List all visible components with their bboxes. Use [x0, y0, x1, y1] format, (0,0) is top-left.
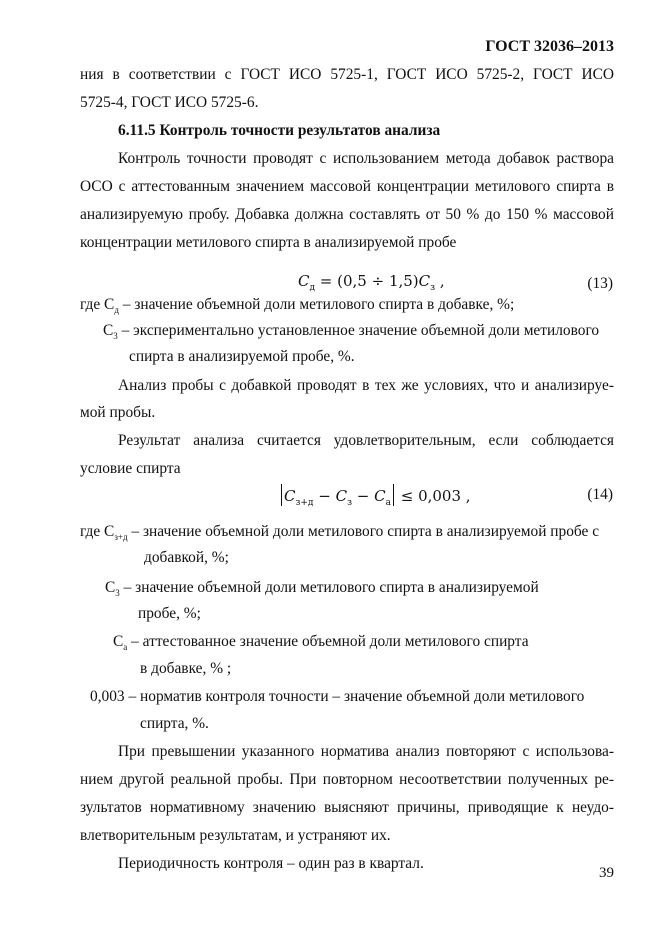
formula-14-number: (14) [587, 486, 613, 503]
text-line: зультатов нормативному значению выясняют причины, приводящие к неудо- [80, 799, 614, 816]
text-line: влетворительным результатам, и устраняют их. [80, 827, 391, 844]
document-header: ГОСТ 32036–2013 [485, 38, 614, 55]
text-line: анализируемую пробу. Добавка должна составлять от 50 % до 150 % массовой [80, 206, 614, 223]
definition-line: где $С_{з+д}$ – значение объемной доли метилового спирта в анализируемой пробе с [80, 523, 600, 543]
formula-13: $C_д = (0,5 \div 1,5)C_з$ , [298, 272, 445, 293]
text-line: концентрации метилового спирта в анализируемой пробе [80, 234, 457, 251]
formula-14: $C_{з+д} - C_з - C_а \le 0,003$ , [279, 484, 471, 508]
definition-continuation: добавкой, %; [144, 549, 229, 566]
text-line: Анализ пробы с добавкой проводят в тех же условиях, что и анализируе- [118, 377, 614, 394]
definition-continuation: спирта, %. [140, 715, 209, 732]
definition-line: $С_3$ – экспериментально установленное значение объемной доли метилового [103, 322, 600, 342]
formula-13-number: (13) [587, 275, 613, 292]
definition-line: где $С_д$ – значение объемной доли метилового спирта в добавке, %; [80, 296, 515, 316]
section-heading: 6.11.5 Контроль точности результатов анализа [118, 122, 441, 139]
page-number: 39 [599, 865, 614, 881]
text-line: ния в соответствии с ГОСТ ИСО 5725-1, ГОСТ ИСО 5725-2, ГОСТ ИСО [80, 66, 614, 83]
text-line: мой пробы. [80, 404, 156, 421]
text-line: Контроль точности проводят с использованием метода добавок раствора [118, 150, 614, 167]
text-line: условие спирта [80, 460, 181, 477]
definition-line: $С_а$ – аттестованное значение объемной доли метилового спирта [113, 633, 529, 653]
text-line: При превышении указанного норматива анализ повторяют с использова- [118, 743, 614, 760]
definition-line: $С_3$ – значение объемной доли метилового спирта в анализируемой [105, 579, 539, 599]
text-line: нием другой реальной пробы. При повторном несоответствии полученных ре- [80, 771, 614, 788]
definition-continuation: пробе, %; [138, 605, 201, 622]
text-line: Периодичность контроля – один раз в квартал. [118, 855, 424, 872]
definition-continuation: в добавке, % ; [140, 660, 232, 677]
definition-line: 0,003 – норматив контроля точности – значение объемной доли метилового [90, 688, 585, 705]
text-line: ОСО с аттестованным значением массовой концентрации метилового спирта в [80, 178, 614, 195]
text-line: 5725-4, ГОСТ ИСО 5725-6. [80, 94, 259, 111]
text-line: Результат анализа считается удовлетворительным, если соблюдается [118, 432, 614, 449]
definition-continuation: спирта в анализируемой пробе, %. [129, 348, 355, 365]
